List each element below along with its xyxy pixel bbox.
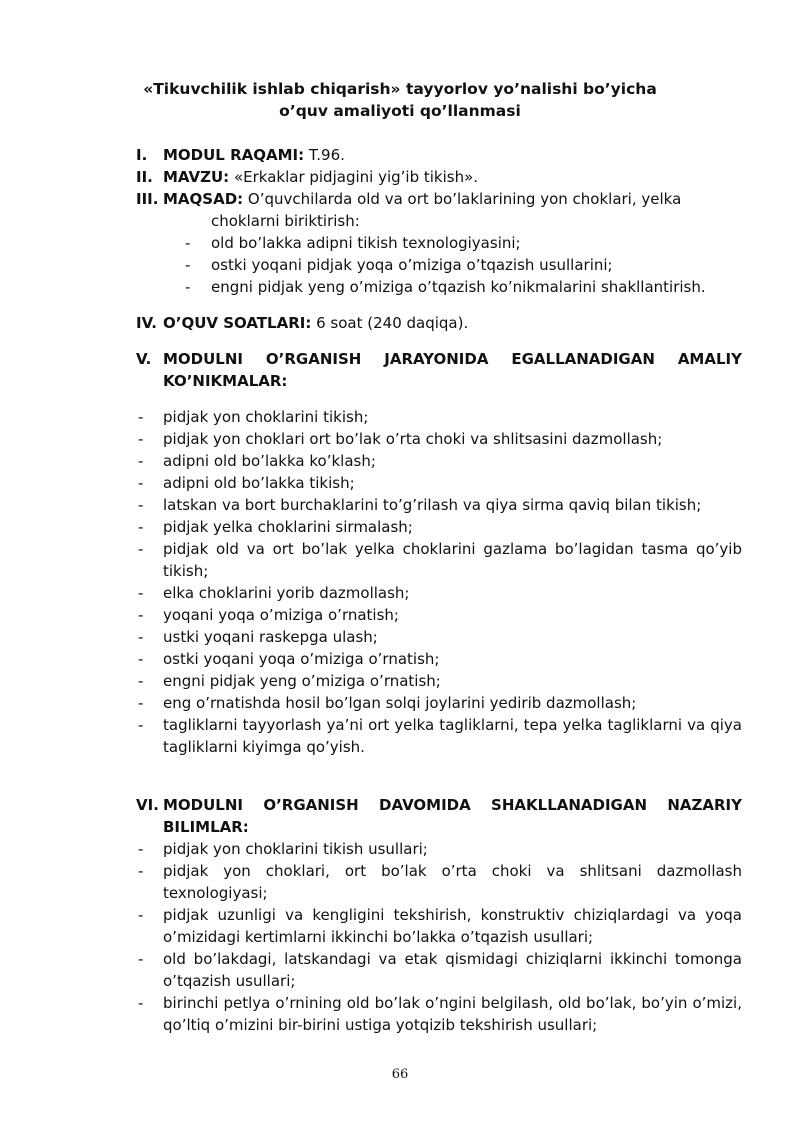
list-item: - ostki yoqani yoqa o’miziga o’rnatish; bbox=[138, 650, 440, 668]
list-item: - pidjak yon choklarini tikish usullari; bbox=[138, 840, 428, 858]
list-item: - elka choklarini yorib dazmollash; bbox=[138, 584, 410, 602]
practical-skills-list bbox=[136, 406, 742, 758]
section-number: IV. bbox=[136, 314, 157, 332]
section-topic bbox=[136, 166, 742, 188]
list-item: - eng o’rnatishda hosil bo’lgan solqi joylarini yedirib dazmollash; bbox=[138, 694, 637, 712]
section-number: VI. bbox=[136, 796, 159, 814]
list-item: - engni pidjak yeng o’miziga o’rnatish; bbox=[138, 672, 441, 690]
section-theoretical-knowledge: VI. MODULNI O’RGANISH DAVOMIDA SHAKLLANADIGAN NAZARIY BILIMLAR: bbox=[136, 796, 742, 836]
document-title-line-1: «Tikuvchilik ishlab chiqarish» tayyorlov yo’nalishi bo’yicha bbox=[143, 80, 657, 98]
section-number: I. bbox=[136, 146, 148, 164]
page-number: 66 bbox=[391, 1067, 409, 1082]
goal-item: - engni pidjak yeng o’miziga o’tqazish ko’nikmalarini shakllantirish. bbox=[185, 278, 706, 296]
section-value: O’quvchilarda old va ort bo’laklarining yon choklari, yelka bbox=[243, 190, 682, 208]
section-study-hours bbox=[136, 312, 742, 334]
list-item: - old bo’lakdagi, latskandagi va etak qismidagi chiziqlarni ikkinchi tomonga o’tqazish usullari; bbox=[138, 950, 742, 990]
goal-item: - old bo’lakka adipni tikish texnologiyasini; bbox=[185, 234, 521, 252]
list-item: - pidjak uzunligi va kengligini tekshirish, konstruktiv chiziqlardagi va yoqa o’mizidagi kertimlarni ikkinchi bo’lakka o’tqazish usullari; bbox=[138, 906, 742, 946]
section-number: II. bbox=[136, 168, 153, 186]
list-item: - yoqani yoqa o’miziga o’rnatish; bbox=[138, 606, 399, 624]
list-item: - birinchi petlya o’rnining old bo’lak o’ngini belgilash, old bo’lak, bo’yin o’mizi, qo’ltiq o’mizini bir-birini ustiga yotqizib tekshirish usullari; bbox=[138, 994, 742, 1034]
list-item: - latskan va bort burchaklarini to’g’rilash va qiya sirma qaviq bilan tikish; bbox=[138, 496, 702, 514]
goal-item: - ostki yoqani pidjak yoqa o’miziga o’tqazish usullarini; bbox=[185, 256, 613, 274]
section-number: V. bbox=[136, 350, 152, 368]
list-item: - ustki yoqani raskepga ulash; bbox=[138, 628, 378, 646]
section-practical-skills: V. MODULNI O’RGANISH JARAYONIDA EGALLANADIGAN AMALIY KO’NIKMALAR: bbox=[136, 350, 742, 390]
section-value: 6 soat (240 daqiqa). bbox=[311, 314, 469, 332]
list-item: - pidjak yon choklari ort bo’lak o’rta choki va shlitsasini dazmollash; bbox=[138, 430, 663, 448]
section-label: MODUL RAQAMI: bbox=[163, 146, 305, 164]
section-label: MAQSAD: bbox=[163, 190, 244, 208]
list-item: - adipni old bo’lakka tikish; bbox=[138, 474, 355, 492]
section-number: III. bbox=[136, 190, 159, 208]
section-label: MAVZU: bbox=[163, 168, 230, 186]
section-value: T.96. bbox=[304, 146, 345, 164]
list-dash: - bbox=[185, 278, 191, 296]
section-goal-continuation: choklarni biriktirish: bbox=[211, 212, 360, 230]
list-item: - pidjak yon choklari, ort bo’lak o’rta choki va shlitsani dazmollash texnologiyasi; bbox=[138, 862, 742, 902]
section-goal bbox=[136, 188, 742, 210]
list-dash: - bbox=[185, 256, 191, 274]
document-title-line-2: o’quv amaliyoti qo’llanmasi bbox=[279, 102, 521, 120]
list-item: - pidjak yelka choklarini sirmalash; bbox=[138, 518, 413, 536]
theoretical-knowledge-list bbox=[136, 838, 742, 1036]
section-label: O’QUV SOATLARI: bbox=[163, 314, 312, 332]
list-item: - adipni old bo’lakka ko’klash; bbox=[138, 452, 376, 470]
list-item: - pidjak old va ort bo’lak yelka choklarini gazlama bo’lagidan tasma qo’yib tikish; bbox=[138, 540, 742, 580]
list-item: - tagliklarni tayyorlash ya’ni ort yelka tagliklarni, tepa yelka tagliklarni va qiya tagliklarni kiyimga qo’yish. bbox=[138, 716, 742, 756]
list-item: - pidjak yon choklarini tikish; bbox=[138, 408, 369, 426]
list-dash: - bbox=[185, 234, 191, 252]
section-value: «Erkaklar pidjagini yig’ib tikish». bbox=[229, 168, 479, 186]
section-module-number bbox=[136, 144, 742, 166]
